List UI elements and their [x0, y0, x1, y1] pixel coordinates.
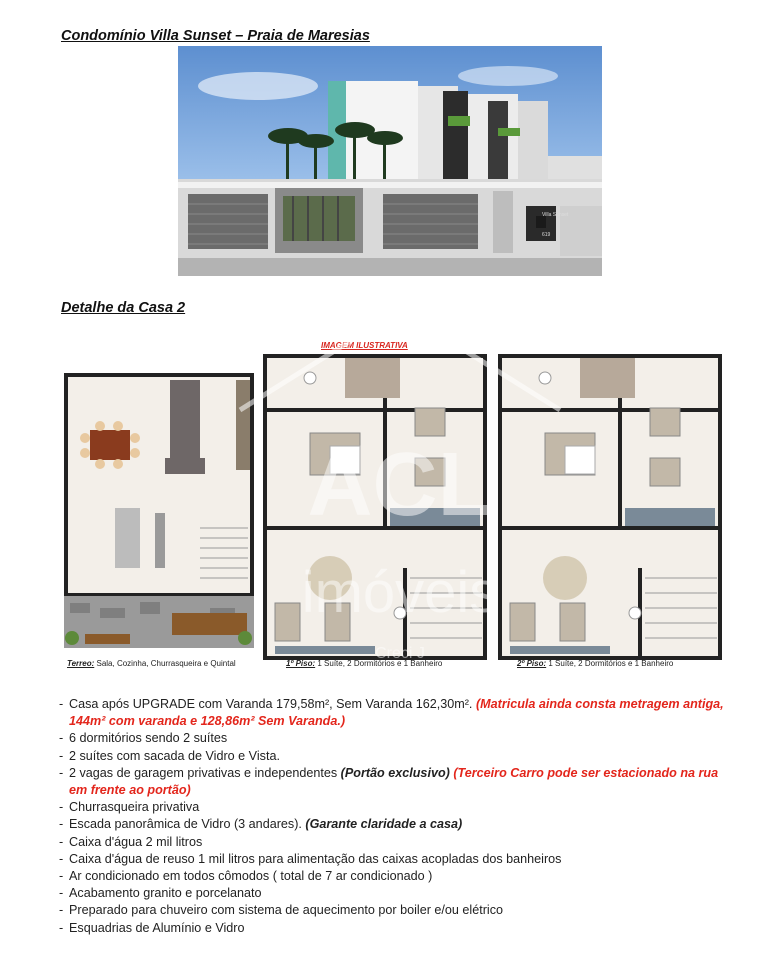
watermark-sub: imóveis — [301, 560, 499, 625]
caption-floor: Terreo: — [67, 659, 95, 668]
caption-floor: 1º Piso: — [286, 659, 316, 668]
bullet-dash: - — [59, 869, 64, 884]
feature-text: Caixa d'água 2 mil litros — [69, 834, 203, 849]
second-floor-plan — [500, 356, 720, 658]
list-item — [59, 816, 739, 833]
bullet-dash: - — [59, 817, 64, 832]
bullet-dash: - — [59, 903, 64, 918]
list-item — [59, 920, 739, 937]
illustrative-image-label: IMAGEM ILUSTRATIVA — [321, 341, 408, 350]
list-item — [59, 799, 739, 816]
feature-text: Casa após UPGRADE com Varanda 179,58m², Sem Varanda 162,30m². — [69, 697, 476, 711]
feature-text: Acabamento granito e porcelanato — [69, 886, 262, 901]
feature-note: (Matricula ainda consta metragem antiga, 144m² com varanda e 128,86m² Sem Varanda.) — [69, 697, 724, 729]
first-floor-plan — [265, 356, 485, 658]
feature-text: Caixa d'água de reuso 1 mil litros para alimentação das caixas acopladas dos banheiros — [69, 851, 562, 866]
list-item — [59, 868, 739, 885]
watermark-tag: Creci J — [375, 645, 425, 662]
list-item — [59, 834, 739, 851]
sign-line1: Villa Sunset — [542, 212, 569, 218]
ground-floor-caption — [67, 659, 236, 668]
bullet-dash: - — [59, 731, 64, 746]
list-item — [59, 730, 739, 747]
feature-emphasis: (Portão exclusivo) — [340, 765, 454, 780]
feature-text: 6 dormitórios sendo 2 suítes — [69, 731, 228, 746]
floor-plans-image — [60, 338, 726, 673]
feature-text: Preparado para chuveiro com sistema de aquecimento por boiler e/ou elétrico — [69, 903, 504, 918]
feature-note: (Terceiro Carro pode ser estacionado na rua em frente ao portão) — [69, 765, 719, 798]
list-item — [59, 885, 739, 902]
caption-rooms: Sala, Cozinha, Churrasqueira e Quintal — [94, 659, 236, 668]
second-floor-caption — [517, 659, 673, 668]
feature-emphasis: (Garante claridade a casa) — [305, 817, 463, 832]
feature-text: Escada panorâmica de Vidro (3 andares). — [69, 817, 306, 832]
bullet-dash: - — [59, 748, 64, 763]
feature-text: Ar condicionado em todos cômodos ( total de 7 ar condicionado ) — [69, 869, 433, 884]
feature-text: 2 vagas de garagem privativas e independentes — [69, 765, 341, 780]
list-item — [59, 765, 739, 799]
section-title: Detalhe da Casa 2 — [61, 300, 186, 316]
features-list — [59, 696, 739, 937]
bullet-dash: - — [59, 851, 64, 866]
caption-rooms: 1 Suíte, 2 Dormitórios e 1 Banheiro — [546, 659, 674, 668]
list-item — [59, 748, 739, 765]
bullet-dash: - — [59, 800, 64, 815]
page-title: Condomínio Villa Sunset – Praia de Maresias — [61, 28, 370, 44]
sign-line2: 619 — [542, 232, 551, 238]
caption-rooms: 1 Suíte, 2 Dormitórios e 1 Banheiro — [315, 659, 443, 668]
bullet-dash: - — [59, 697, 64, 711]
caption-floor: 2º Piso: — [517, 659, 547, 668]
bullet-dash: - — [59, 834, 64, 849]
bullet-dash: - — [59, 886, 64, 901]
feature-text: Churrasqueira privativa — [69, 800, 200, 815]
watermark-brand: ACL — [307, 435, 493, 535]
feature-text: 2 suítes com sacada de Vidro e Vista. — [69, 748, 280, 763]
first-floor-caption — [286, 659, 442, 668]
ground-floor-plan — [64, 375, 254, 648]
list-item — [59, 902, 739, 919]
bullet-dash: - — [59, 920, 64, 935]
list-item — [59, 851, 739, 868]
bullet-dash: - — [59, 765, 64, 780]
list-item — [59, 696, 739, 730]
feature-text: Esquadrias de Alumínio e Vidro — [69, 920, 245, 935]
building-render-image — [178, 46, 602, 276]
